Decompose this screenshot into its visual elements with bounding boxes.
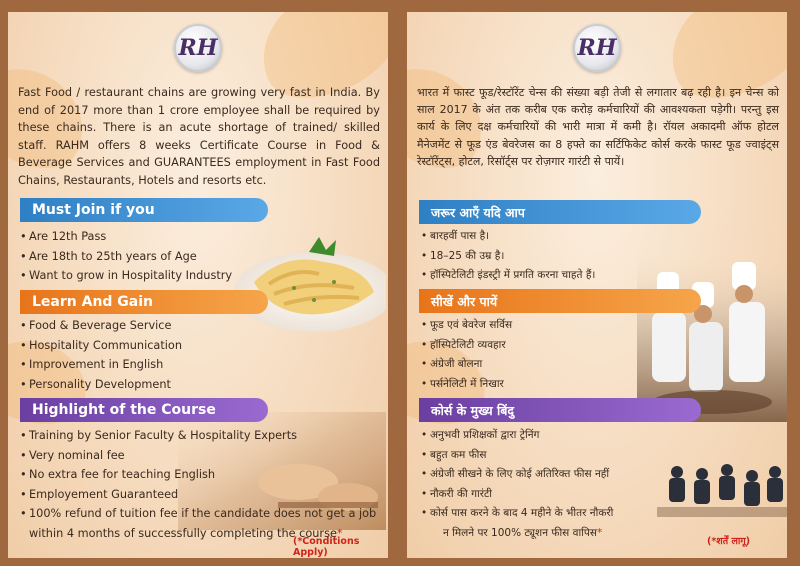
list-item: • अंग्रेजी बोलना: [421, 355, 512, 375]
intro-paragraph: भारत में फास्ट फूड/रेस्टॉरेंट चेन्स की संख्या बड़ी तेजी से लगातार बढ़ रही है। इन चेन्स को साल 2017 के अंत तक करीब एक करोड़ कर्मचारियों की आवश्यकता पड़ेगी। परन्तु इस कार्य के लिए दक्ष कर्मचारियों की भारी मात्रा में कमी है। रॉयल अकादमी ऑफ होटल मैनेजमेंट से फूड एंड बेवरेजस का 8 हफ्ते का सर्टिफिकेट कोर्स करके फास्ट फूड ज्वाइंट्स रेस्टॉरेंट्स, होटल, रिसॉर्ट्स पर रोज़गार गारंटी से पायें।: [417, 86, 779, 168]
list-item: • हॉस्पिटेलिटी इंडस्ट्री में प्रगति करना चाहते हैं।: [421, 266, 595, 286]
conditions-note: (*Conditions Apply): [293, 536, 360, 558]
must-join-title: जरूर आएँ यदि आप: [431, 204, 525, 220]
list-item: • Very nominal fee: [20, 446, 376, 466]
list-item-continuation: within 4 months of successfully completing the course*: [29, 526, 343, 540]
list-item: • नौकरी की गारंटी: [421, 485, 613, 505]
list-item: • बहुत कम फीस: [421, 446, 613, 466]
asterisk-mark: *: [336, 526, 343, 540]
learn-gain-header: [20, 290, 268, 314]
list-item: • Are 18th to 25th years of Age: [20, 247, 232, 267]
highlight-list: [421, 426, 613, 543]
highlight-title: कोर्स के मुख्य बिंदु: [431, 402, 514, 418]
learn-gain-header: [419, 289, 701, 313]
asterisk-mark: *: [596, 526, 603, 539]
list-item: • फूड एवं बेवरेज सर्विस: [421, 316, 512, 336]
list-item: • अंग्रेजी सीखने के लिए कोई अतिरिक्त फीस नहीं: [421, 465, 613, 485]
must-join-list: [20, 227, 232, 286]
list-item: • 100% refund of tuition fee if the candidate does not get a job: [20, 504, 376, 524]
highlight-header: [419, 398, 701, 422]
list-item: • No extra fee for teaching English: [20, 465, 376, 485]
intro-paragraph: Fast Food / restaurant chains are growing very fast in India. By end of 2017 more than 1 crore employee shall be required by these chains. There is an acute shortage of trained/ skilled staff. RAHM offers 8 weeks Certificate Course in Food & Beverage Services and GUARANTEES employment in Fast Food Chains, Restaurants, Hotels and resorts etc.: [18, 86, 380, 187]
list-item: • Employement Guaranteed: [20, 485, 376, 505]
highlight-list: [20, 426, 376, 543]
list-item: • बारहवीं पास है।: [421, 227, 595, 247]
list-item: • Want to grow in Hospitality Industry: [20, 266, 232, 286]
list-item: • 18–25 की उम्र है।: [421, 247, 595, 267]
must-join-header: [20, 198, 268, 222]
highlight-title: Highlight of the Course: [32, 402, 216, 418]
learn-gain-list: [421, 316, 512, 394]
list-item-continuation: न मिलने पर 100% ट्यूशन फीस वापिस*: [443, 526, 603, 539]
chefs-photo: [637, 252, 787, 422]
hindi-page: [407, 12, 787, 558]
list-item: • कोर्स पास करने के बाद 4 महीने के भीतर नौकरी: [421, 504, 613, 524]
learn-gain-title: सीखें और पायें: [431, 293, 498, 309]
list-item: • Food & Beverage Service: [20, 316, 182, 336]
academy-logo: [573, 24, 621, 72]
list-item: • Improvement in English: [20, 355, 182, 375]
must-join-list: [421, 227, 595, 286]
list-item: • अनुभवी प्रशिक्षकों द्वारा ट्रेनिंग: [421, 426, 613, 446]
list-item: • हॉस्पिटेलिटी व्यवहार: [421, 336, 512, 356]
academy-logo: [174, 24, 222, 72]
students-photo: [657, 452, 787, 532]
list-item: • Are 12th Pass: [20, 227, 232, 247]
list-item: • Training by Senior Faculty & Hospitality Experts: [20, 426, 376, 446]
list-item: • Hospitality Communication: [20, 336, 182, 356]
conditions-note: (*शर्तें लागू): [707, 536, 751, 547]
highlight-header: [20, 398, 268, 422]
list-item: • Personality Development: [20, 375, 182, 395]
english-page: [8, 12, 388, 558]
pasta-photo: [214, 222, 386, 334]
logo-monogram: RH: [577, 35, 617, 61]
must-join-title: Must Join if you: [32, 202, 155, 218]
logo-monogram: RH: [178, 35, 218, 61]
list-item: • पर्सनेलिटी में निखार: [421, 375, 512, 395]
learn-gain-list: [20, 316, 182, 394]
must-join-header: [419, 200, 701, 224]
learn-gain-title: Learn And Gain: [32, 294, 154, 310]
